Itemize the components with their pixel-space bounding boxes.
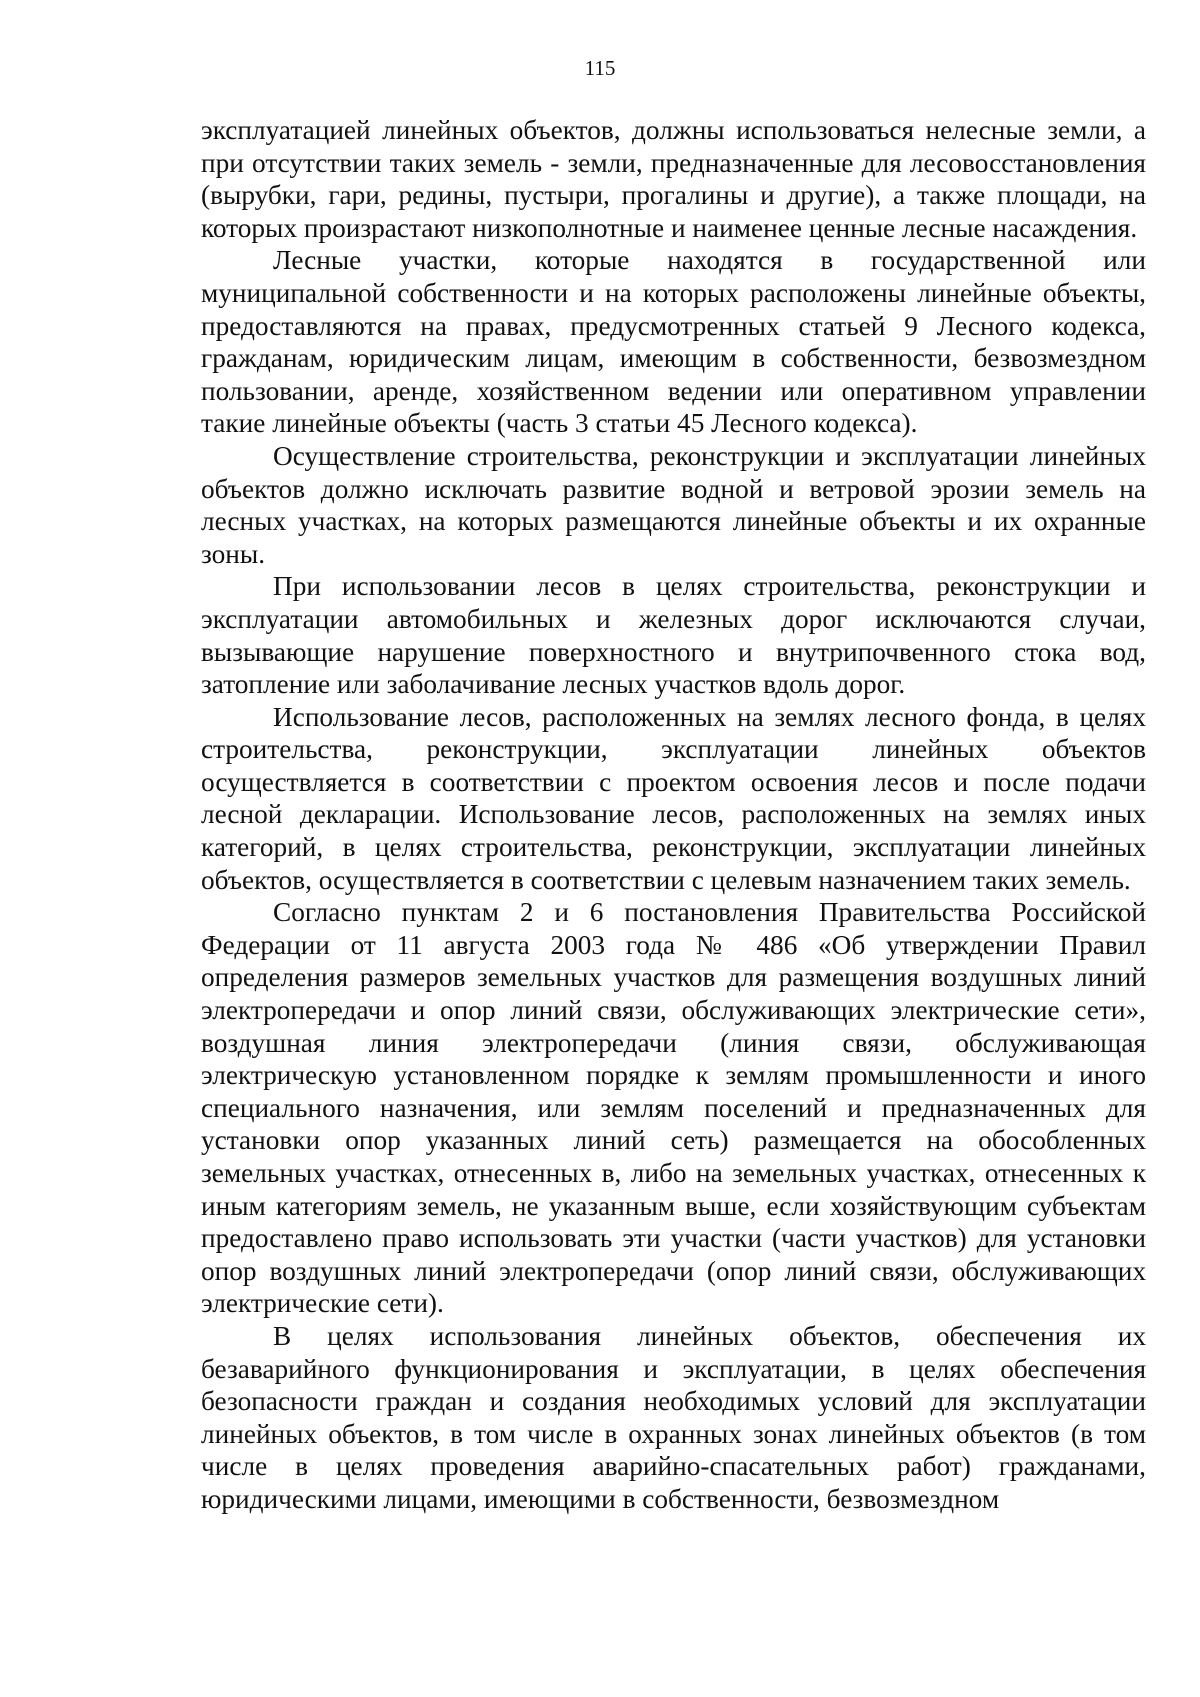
paragraph-2: Лесные участки, которые находятся в государственной или муниципальной собственности и на которых расположены линейные объекты, предоставляются на правах, предусмотренных статьей 9 Лесного кодекса, гражданам, юридическим лицам, имеющим в собственности, безвозмездном пользовании, аренде, хозяйственном ведении или оперативном управлении такие линейные объекты (часть 3 статьи 45 Лесного кодекса). xyxy=(201,245,1146,439)
paragraph-3: Осуществление строительства, реконструкции и эксплуатации линейных объектов должно исключать развитие водной и ветровой эрозии земель на лесных участках, на которых размещаются линейные объекты и их охранные зоны. xyxy=(201,440,1146,569)
paragraph-1: эксплуатацией линейных объектов, должны использоваться нелесные земли, а при отсутствии таких земель - земли, предназначенные для лесовосстановления (вырубки, гари, редины, пустыри, прогалины и другие), а также площади, на которых произрастают низкополнотные и наименее ценные лесные насаждения. xyxy=(201,115,1146,243)
page-number: 115 xyxy=(584,56,616,80)
paragraph-5: Использование лесов, расположенных на землях лесного фонда, в целях строительства, реконструкции, эксплуатации линейных объектов осуществляется в соответствии с проектом освоения лесов и после подачи лесной декларации. Использование лесов, расположенных на землях иных категорий, в целях строительства, реконструкции, эксплуатации линейных объектов, осуществляется в соответствии с целевым назначением таких земель. xyxy=(201,701,1146,895)
paragraph-4: При использовании лесов в целях строительства, реконструкции и эксплуатации автомобильных и железных дорог исключаются случаи, вызывающие нарушение поверхностного и внутрипочвенного стока вод, затопление или заболачивание лесных участков вдоль дорог. xyxy=(201,571,1146,700)
paragraph-7: В целях использования линейных объектов, обеспечения их безаварийного функционирования и эксплуатации, в целях обеспечения безопасности граждан и создания необходимых условий для эксплуатации линейных объектов, в том числе в охранных зонах линейных объектов (в том числе в целях проведения аварийно-спасательных работ) гражданами, юридическими лицами, имеющими в собственности, безвозмездном xyxy=(201,1320,1146,1514)
paragraph-6: Согласно пунктам 2 и 6 постановления Правительства Российской Федерации от 11 августа 2003 года № 486 «Об утверждении Правил определения размеров земельных участков для размещения воздушных линий электропередачи и опор линий связи, обслуживающих электрические сети», воздушная линия электропередачи (линия связи, обслуживающая электрическую установленном порядке к землям промышленности и иного специального назначения, или землям поселений и предназначенных для установки опор указанных линий сеть) размещается на обособленных земельных участках, отнесенных в, либо на земельных участках, отнесенных к иным категориям земель, не указанным выше, если хозяйствующим субъектам предоставлено право использовать эти участки (части участков) для установки опор воздушных линий электропередачи (опор линий связи, обслуживающих электрические сети). xyxy=(201,897,1146,1319)
document-body xyxy=(201,114,1146,1516)
